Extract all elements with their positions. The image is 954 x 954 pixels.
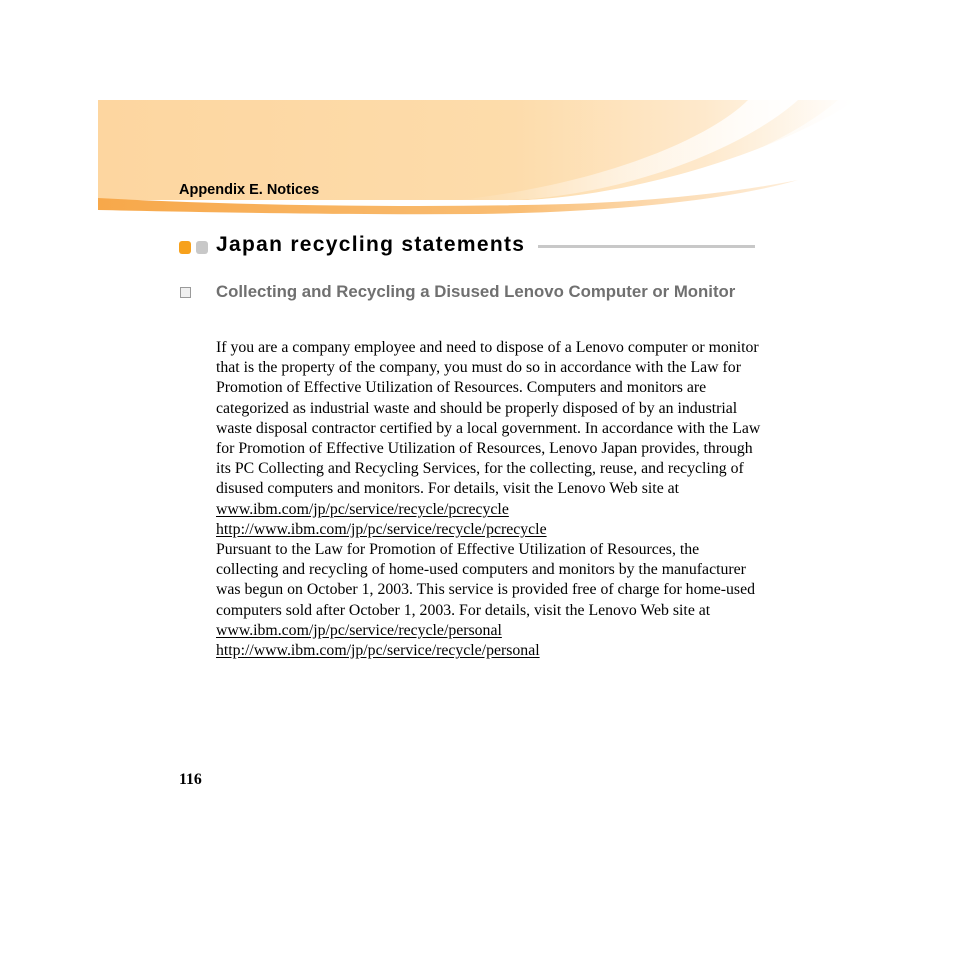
breadcrumb: Appendix E. Notices <box>179 182 320 198</box>
paragraph-home-recycling: Pursuant to the Law for Promotion of Effective Utilization of Resources, the collecting and recycling of home-used computers and monitors by the manufacturer was begun on October 1, 2003. This service is provided free of charge for home-used computers sold after October 1, 2003. For details, visit the Lenovo Web site at <box>216 541 755 619</box>
heading-divider <box>538 245 755 248</box>
body-content <box>216 338 761 661</box>
link-personal-short[interactable]: www.ibm.com/jp/pc/service/recycle/personal <box>216 621 502 639</box>
header-decorative-band <box>98 100 858 216</box>
square-bullet-icon <box>180 287 191 298</box>
subsection-heading <box>179 280 759 303</box>
link-pcrecycle-short[interactable]: www.ibm.com/jp/pc/service/recycle/pcrecycle <box>216 500 509 518</box>
link-pcrecycle-full[interactable]: http://www.ibm.com/jp/pc/service/recycle/pcrecycle <box>216 520 547 538</box>
heading-bullet-orange-icon <box>179 241 191 254</box>
heading-bullet-gray-icon <box>196 241 208 254</box>
subsection-title: Collecting and Recycling a Disused Lenovo Computer or Monitor <box>216 282 736 301</box>
section-heading <box>179 233 755 261</box>
section-title: Japan recycling statements <box>216 233 526 256</box>
link-personal-full[interactable]: http://www.ibm.com/jp/pc/service/recycle/personal <box>216 642 540 660</box>
paragraph-company-recycling: If you are a company employee and need to dispose of a Lenovo computer or monitor that is the property of the company, you must do so in accordance with the Law for Promotion of Effective Utilization of Resources. Computers and monitors are categorized as industrial waste and should be properly disposed of by an industrial waste disposal contractor certified by a local government. In accordance with the Law for Promotion of Effective Utilization of Resources, Lenovo Japan provides, through its PC Collecting and Recycling Services, for the collecting, reuse, and recycling of disused computers and monitors. For details, visit the Lenovo Web site at <box>216 339 761 498</box>
page-number: 116 <box>179 771 202 788</box>
